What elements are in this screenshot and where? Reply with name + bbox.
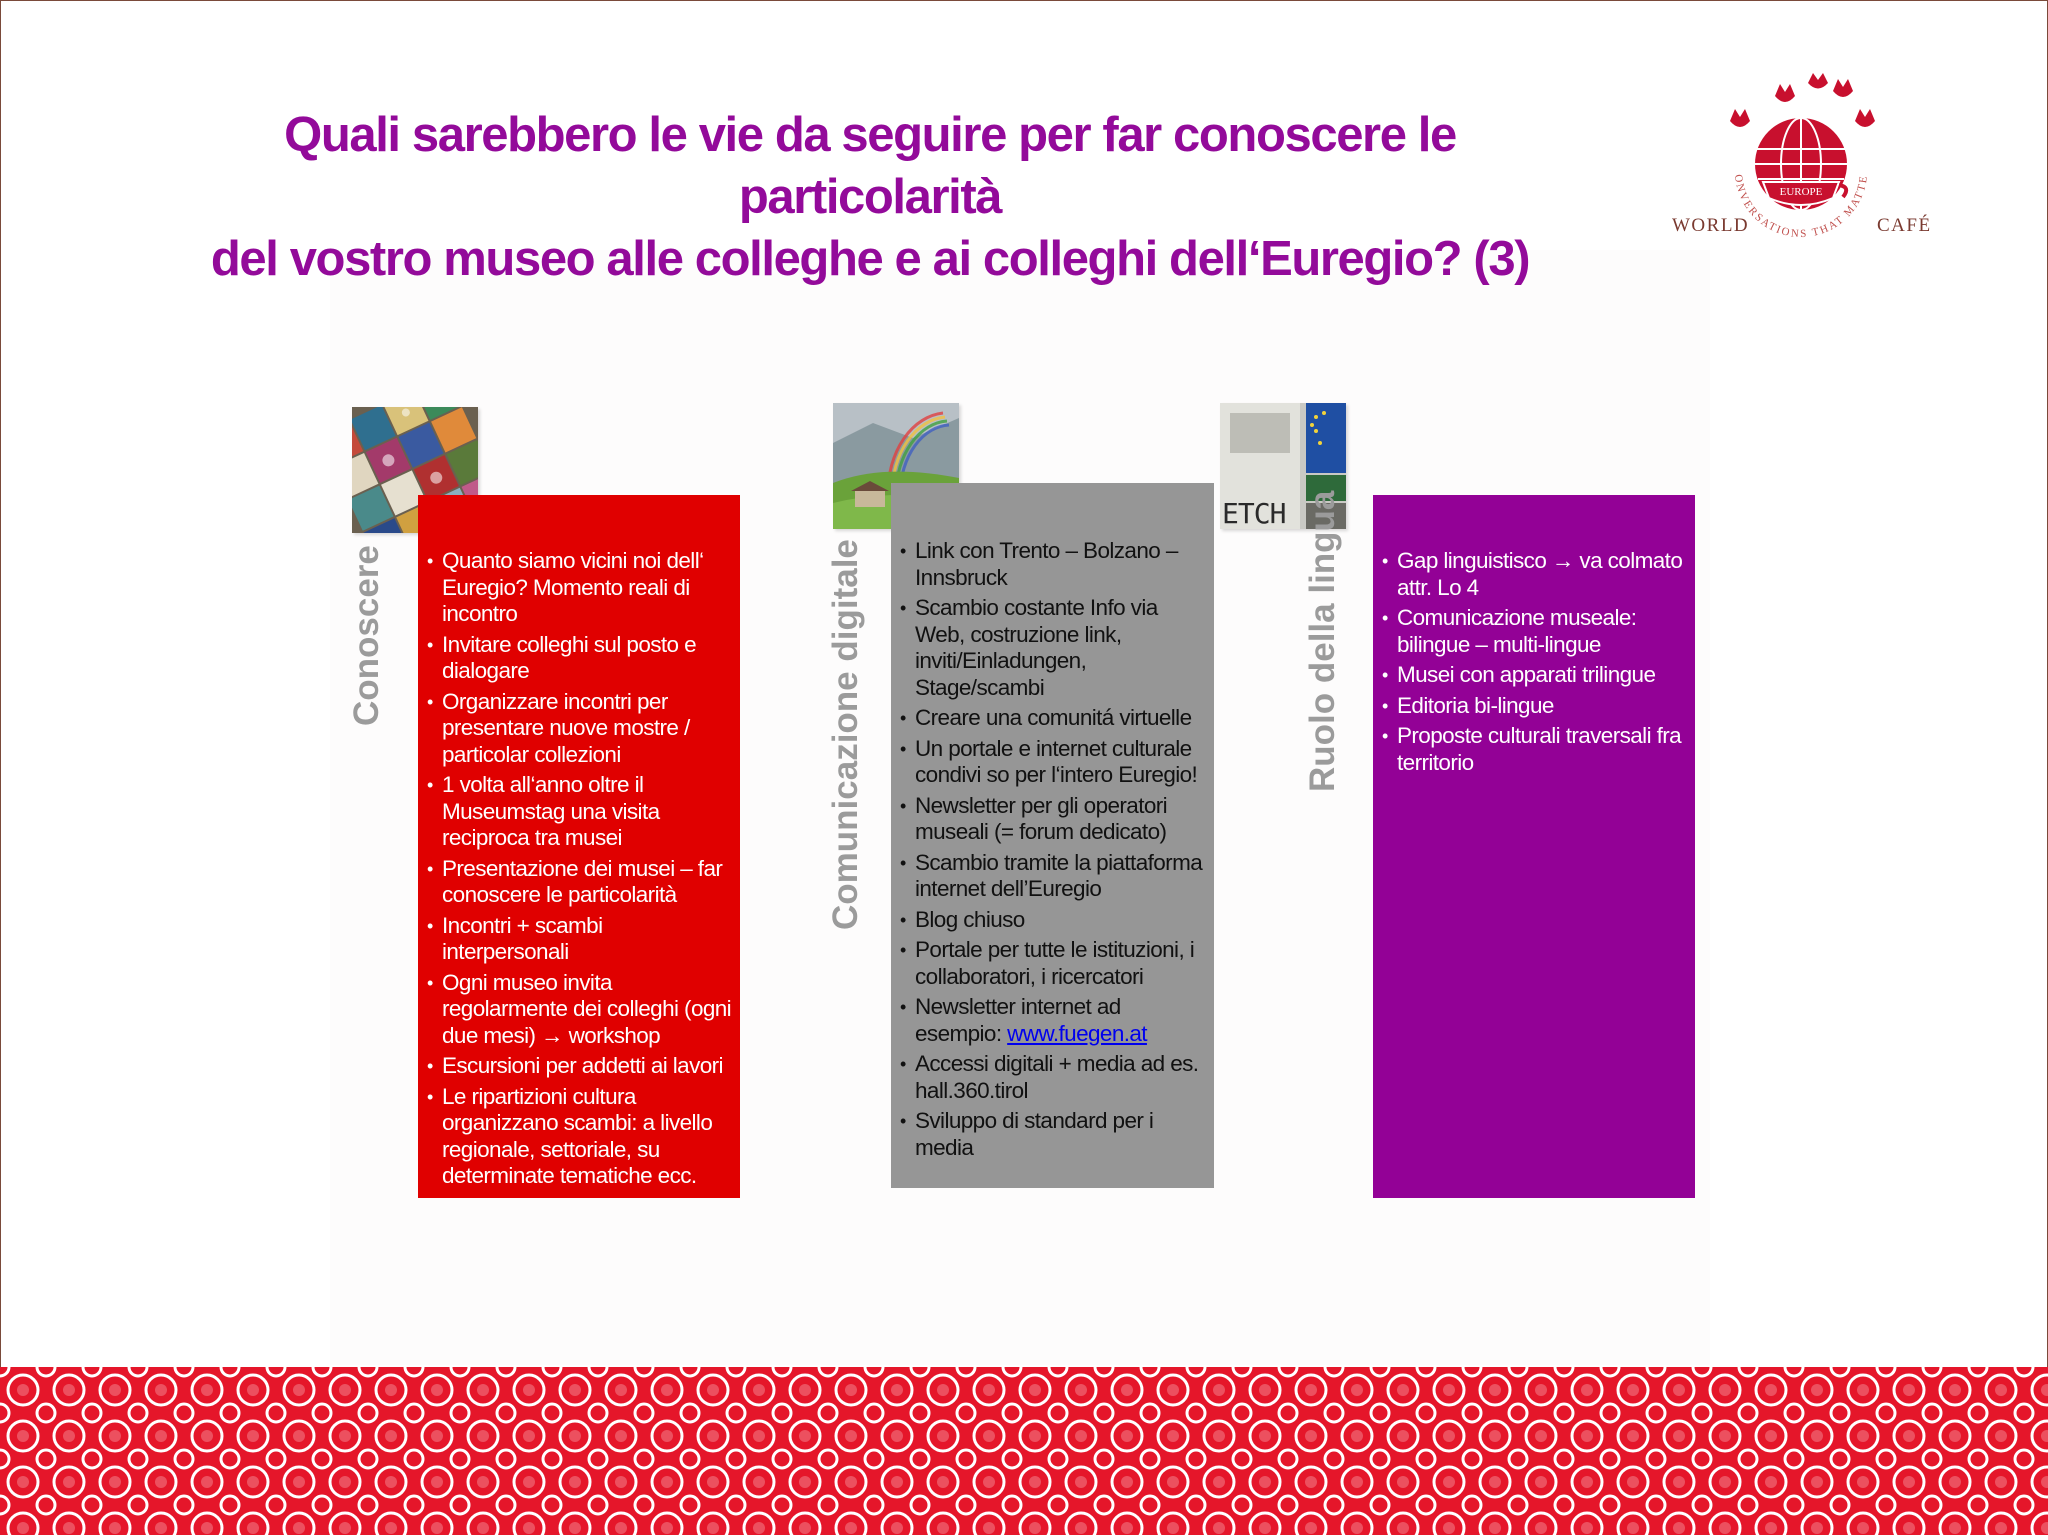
list-item: • Accessi digitali + media ad es. hall.360.tirol bbox=[899, 1051, 1206, 1104]
conoscere-list bbox=[426, 548, 732, 1190]
ruolo-della-lingua-box bbox=[1373, 495, 1695, 1198]
list-item: • Portale per tutte le istituzioni, i collaboratori, i ricercatori bbox=[899, 937, 1206, 990]
list-item: • Sviluppo di standard per i media bbox=[899, 1108, 1206, 1161]
list-item: • Organizzare incontri per presentare nuove mostre / particolar collezioni bbox=[426, 689, 732, 769]
list-item: • Blog chiuso bbox=[899, 907, 1206, 934]
logo-word-right: CAFÉ bbox=[1877, 215, 1932, 236]
logo-word-left: WORLD bbox=[1672, 215, 1750, 236]
column-label-ruolo-della-lingua: Ruolo della lingua bbox=[1303, 490, 1342, 792]
list-item: • Editoria bi-lingue bbox=[1381, 693, 1687, 720]
list-item-text: Newsletter internet ad esempio: bbox=[915, 994, 1121, 1046]
list-item: • Invitare colleghi sul posto e dialogare bbox=[426, 632, 732, 685]
list-item: • Presentazione dei musei – far conoscere le particolarità bbox=[426, 856, 732, 909]
list-item: • Comunicazione museale: bilingue – multi-lingue bbox=[1381, 605, 1687, 658]
ruolo-della-lingua-list bbox=[1381, 548, 1687, 776]
list-item: • Proposte culturali traversali fra territorio bbox=[1381, 723, 1687, 776]
title-line-2: del vostro museo alle colleghe e ai colleghi dell‘Euregio? (3) bbox=[210, 232, 1530, 286]
footer-pattern-graphic bbox=[0, 1367, 2048, 1535]
list-item: • Un portale e internet culturale condivi so per l‘intero Euregio! bbox=[899, 736, 1206, 789]
footer-pattern bbox=[0, 1367, 2048, 1535]
logo-tagline: ONVERSATIONS THAT MATTE bbox=[1731, 173, 1871, 241]
world-cafe-logo bbox=[1665, 66, 1930, 266]
list-item: • Newsletter per gli operatori museali (= forum dedicato) bbox=[899, 793, 1206, 846]
list-item: • Scambio costante Info via Web, costruzione link, inviti/Einladungen, Stage/scambi bbox=[899, 595, 1206, 701]
list-item: • Link con Trento – Bolzano – Innsbruck bbox=[899, 538, 1206, 591]
column-label-conoscere: Conoscere bbox=[347, 545, 386, 726]
list-item: • Creare una comunitá virtuelle bbox=[899, 705, 1206, 732]
sign-text: ETCH bbox=[1222, 497, 1286, 529]
comunicazione-digitale-list bbox=[899, 538, 1206, 1161]
slide-title bbox=[160, 104, 1580, 290]
list-item: • Ogni museo invita regolarmente dei colleghi (ogni due mesi) → workshop bbox=[426, 970, 732, 1050]
list-item: • 1 volta all‘anno oltre il Museumstag una visita reciproca tra musei bbox=[426, 772, 732, 852]
logo-cup-word: EUROPE bbox=[1779, 186, 1823, 198]
list-item: • Le ripartizioni cultura organizzano scambi: a livello regionale, settoriale, su determinate tematiche ecc. bbox=[426, 1084, 732, 1190]
fuegen-link[interactable]: www.fuegen.at bbox=[1007, 1020, 1147, 1046]
list-item: • Incontri + scambi interpersonali bbox=[426, 913, 732, 966]
list-item: • Musei con apparati trilingue bbox=[1381, 662, 1687, 689]
conoscere-box bbox=[418, 495, 740, 1198]
comunicazione-digitale-box bbox=[891, 483, 1214, 1188]
list-item: • Escursioni per addetti ai lavori bbox=[426, 1053, 732, 1080]
list-item: • Scambio tramite la piattaforma internet dell’Euregio bbox=[899, 850, 1206, 903]
list-item: • Gap linguistisco → va colmato attr. Lo 4 bbox=[1381, 548, 1687, 601]
list-item bbox=[899, 994, 1206, 1047]
title-line-1: Quali sarebbero le vie da seguire per far conoscere le particolarità bbox=[284, 108, 1456, 224]
column-label-comunicazione-digitale: Comunicazione digitale bbox=[826, 539, 865, 930]
list-item: • Quanto siamo vicini noi dell‘ Euregio? Momento reali di incontro bbox=[426, 548, 732, 628]
